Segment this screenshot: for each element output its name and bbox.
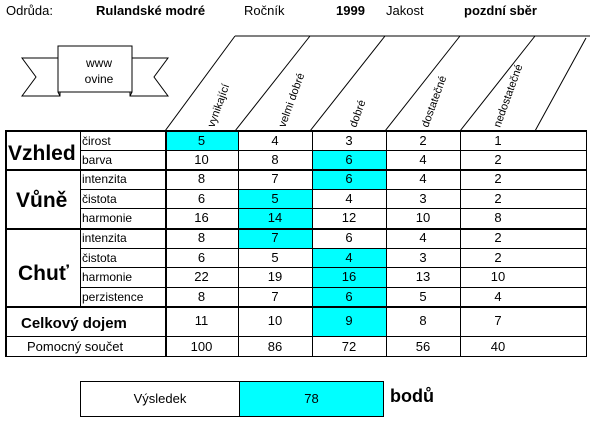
score-cell[interactable]: 22 — [194, 269, 209, 284]
score-cell[interactable]: 14 — [238, 208, 312, 228]
score-cell[interactable]: 6 — [312, 150, 386, 169]
col-header-4: dostatečné — [419, 74, 450, 130]
sum-cell: 100 — [190, 339, 213, 354]
category-vzhled: Vzhled — [8, 142, 76, 165]
grid-line — [5, 356, 587, 357]
score-cell[interactable]: 5 — [271, 250, 279, 265]
grid-line — [80, 267, 587, 268]
rocnik-value: 1999 — [336, 3, 365, 18]
category-chut: Chuť — [18, 262, 69, 285]
banner-line1: www — [86, 56, 112, 70]
score-cell[interactable]: 6 — [197, 250, 206, 265]
grid-line — [80, 189, 587, 190]
row-label: intenzita — [82, 172, 127, 186]
sum-cell: 56 — [415, 339, 431, 354]
score-cell[interactable]: 16 — [194, 210, 209, 225]
score-cell[interactable]: 2 — [494, 191, 502, 206]
grid-line — [80, 287, 587, 288]
score-cell[interactable]: 7 — [494, 313, 502, 328]
grid-line — [80, 248, 587, 249]
score-cell[interactable]: 5 — [165, 131, 238, 150]
score-cell[interactable]: 3 — [345, 133, 353, 148]
score-cell[interactable]: 11 — [194, 313, 209, 328]
row-label: barva — [82, 153, 113, 167]
grid-line — [80, 130, 81, 306]
score-cell[interactable]: 10 — [490, 269, 506, 284]
grid-line — [586, 130, 587, 357]
result-unit: bodů — [390, 386, 434, 406]
rocnik-label: Ročník — [244, 3, 285, 18]
banner-line2: ovine — [84, 72, 114, 86]
score-cell[interactable]: 3 — [419, 250, 427, 265]
jakost-value: pozdní sběr — [464, 3, 537, 18]
score-cell[interactable]: 4 — [494, 289, 502, 304]
score-cell[interactable]: 7 — [271, 171, 279, 186]
score-cell[interactable]: 13 — [415, 269, 431, 284]
grid-line — [80, 208, 587, 209]
score-cell[interactable]: 4 — [345, 191, 353, 206]
score-cell[interactable]: 8 — [494, 210, 502, 225]
score-cell[interactable]: 4 — [419, 152, 427, 167]
category-celkovy-dojem: Celkový dojem — [21, 315, 127, 332]
row-label: intenzita — [82, 231, 127, 245]
score-cell[interactable]: 10 — [267, 313, 283, 328]
score-cell[interactable]: 4 — [419, 230, 427, 245]
result-value: 78 — [239, 382, 383, 416]
jakost-label: Jakost — [386, 3, 424, 18]
score-cell[interactable]: 4 — [419, 171, 427, 186]
score-cell[interactable]: 1 — [494, 133, 502, 148]
score-cell[interactable]: 10 — [415, 210, 431, 225]
pomocny-soucet-label: Pomocný součet — [27, 339, 124, 354]
grid-line — [5, 336, 587, 337]
grid-line — [5, 130, 7, 357]
score-cell[interactable]: 8 — [271, 152, 279, 167]
score-cell[interactable]: 6 — [197, 191, 206, 206]
score-cell[interactable]: 5 — [419, 289, 427, 304]
score-cell[interactable]: 6 — [345, 230, 353, 245]
grid-line — [386, 130, 387, 357]
result-label: Výsledek — [133, 391, 187, 406]
score-cell[interactable]: 2 — [494, 171, 502, 186]
score-cell[interactable]: 9 — [312, 306, 386, 336]
col-header-5: nedostatečné — [491, 62, 526, 130]
grid-line — [80, 150, 587, 151]
score-cell[interactable]: 7 — [271, 289, 279, 304]
score-cell[interactable]: 8 — [197, 289, 206, 304]
grid-line — [5, 169, 587, 171]
score-cell[interactable]: 12 — [341, 210, 357, 225]
row-label: harmonie — [82, 270, 133, 284]
row-label: harmonie — [82, 211, 133, 225]
odruda-value: Rulandské modré — [96, 3, 206, 18]
row-label: čistota — [82, 192, 117, 206]
row-label: čistota — [82, 251, 117, 265]
odruda-label: Odrůda: — [6, 3, 53, 18]
row-label: perzistence — [82, 290, 144, 304]
score-cell[interactable]: 6 — [312, 169, 386, 189]
col-header-3: dobré — [347, 98, 369, 130]
score-cell[interactable]: 7 — [238, 228, 312, 248]
grid-line — [238, 130, 239, 357]
score-cell[interactable]: 10 — [194, 152, 209, 167]
row-label: čirost — [82, 134, 111, 148]
grid-line — [5, 130, 587, 132]
score-cell[interactable]: 4 — [312, 248, 386, 267]
score-cell[interactable]: 2 — [494, 230, 502, 245]
col-header-1: vynikající — [205, 82, 233, 130]
score-cell[interactable]: 8 — [197, 171, 206, 186]
score-cell[interactable]: 4 — [271, 133, 279, 148]
result-box — [80, 381, 384, 417]
col-header-2: velmi dobré — [276, 71, 308, 130]
grid-line — [165, 130, 167, 357]
score-cell[interactable]: 16 — [312, 267, 386, 287]
score-cell[interactable]: 3 — [419, 191, 427, 206]
score-cell[interactable]: 8 — [419, 313, 427, 328]
score-cell[interactable]: 5 — [238, 189, 312, 208]
grid-line — [5, 228, 587, 230]
score-cell[interactable]: 2 — [419, 133, 427, 148]
score-cell[interactable]: 2 — [494, 250, 502, 265]
grid-line — [5, 306, 587, 308]
grid-line — [460, 130, 461, 357]
sum-cell: 86 — [267, 339, 283, 354]
sum-cell: 40 — [490, 339, 506, 354]
score-cell[interactable]: 19 — [267, 269, 283, 284]
sum-cell: 72 — [341, 339, 357, 354]
score-cell[interactable]: 2 — [494, 152, 502, 167]
score-cell[interactable]: 8 — [197, 230, 206, 245]
grid-line — [312, 130, 313, 357]
category-vune: Vůně — [16, 189, 68, 212]
score-cell[interactable]: 6 — [312, 287, 386, 306]
